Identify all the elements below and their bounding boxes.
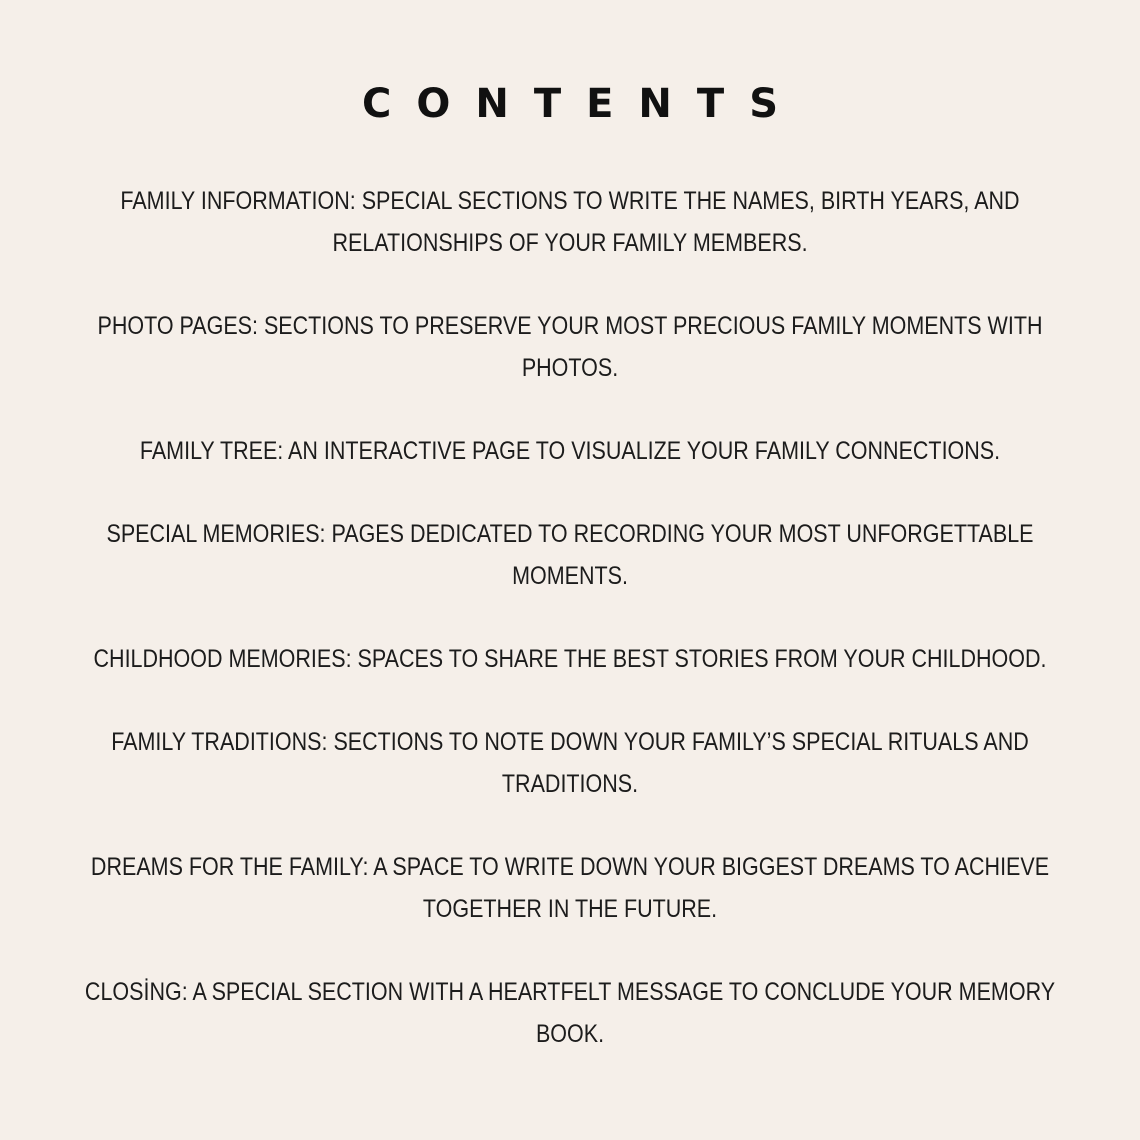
- contents-item-photo-pages: PHOTO PAGES: SECTIONS TO PRESERVE YOUR MOST PRECIOUS FAMILY MOMENTS WITH PHOTOS.: [97, 312, 1043, 382]
- contents-item-family-tree: FAMILY TREE: AN INTERACTIVE PAGE TO VISUALIZE YOUR FAMILY CONNECTIONS.: [139, 437, 1001, 465]
- page-title: CONTENTS: [361, 81, 803, 127]
- contents-item-family-information: FAMILY INFORMATION: SPECIAL SECTIONS TO WRITE THE NAMES, BIRTH YEARS, AND RELATIONSHIPS OF YOUR FAMILY MEMBERS.: [120, 187, 1020, 257]
- contents-item-dreams-for-the-family: DREAMS FOR THE FAMILY: A SPACE TO WRITE DOWN YOUR BIGGEST DREAMS TO ACHIEVE TOGETHER IN THE FUTURE.: [90, 853, 1050, 923]
- contents-item-childhood-memories: CHILDHOOD MEMORIES: SPACES TO SHARE THE BEST STORIES FROM YOUR CHILDHOOD.: [93, 645, 1047, 673]
- contents-list: [50, 180, 1090, 1096]
- contents-item-family-traditions: FAMILY TRADITIONS: SECTIONS TO NOTE DOWN YOUR FAMILY’S SPECIAL RITUALS AND TRADITIONS.: [111, 728, 1029, 798]
- contents-item-closing: CLOSİNG: A SPECIAL SECTION WITH A HEARTFELT MESSAGE TO CONCLUDE YOUR MEMORY BOOK.: [84, 978, 1056, 1048]
- contents-item-special-memories: SPECIAL MEMORIES: PAGES DEDICATED TO RECORDING YOUR MOST UNFORGETTABLE MOMENTS.: [106, 520, 1034, 590]
